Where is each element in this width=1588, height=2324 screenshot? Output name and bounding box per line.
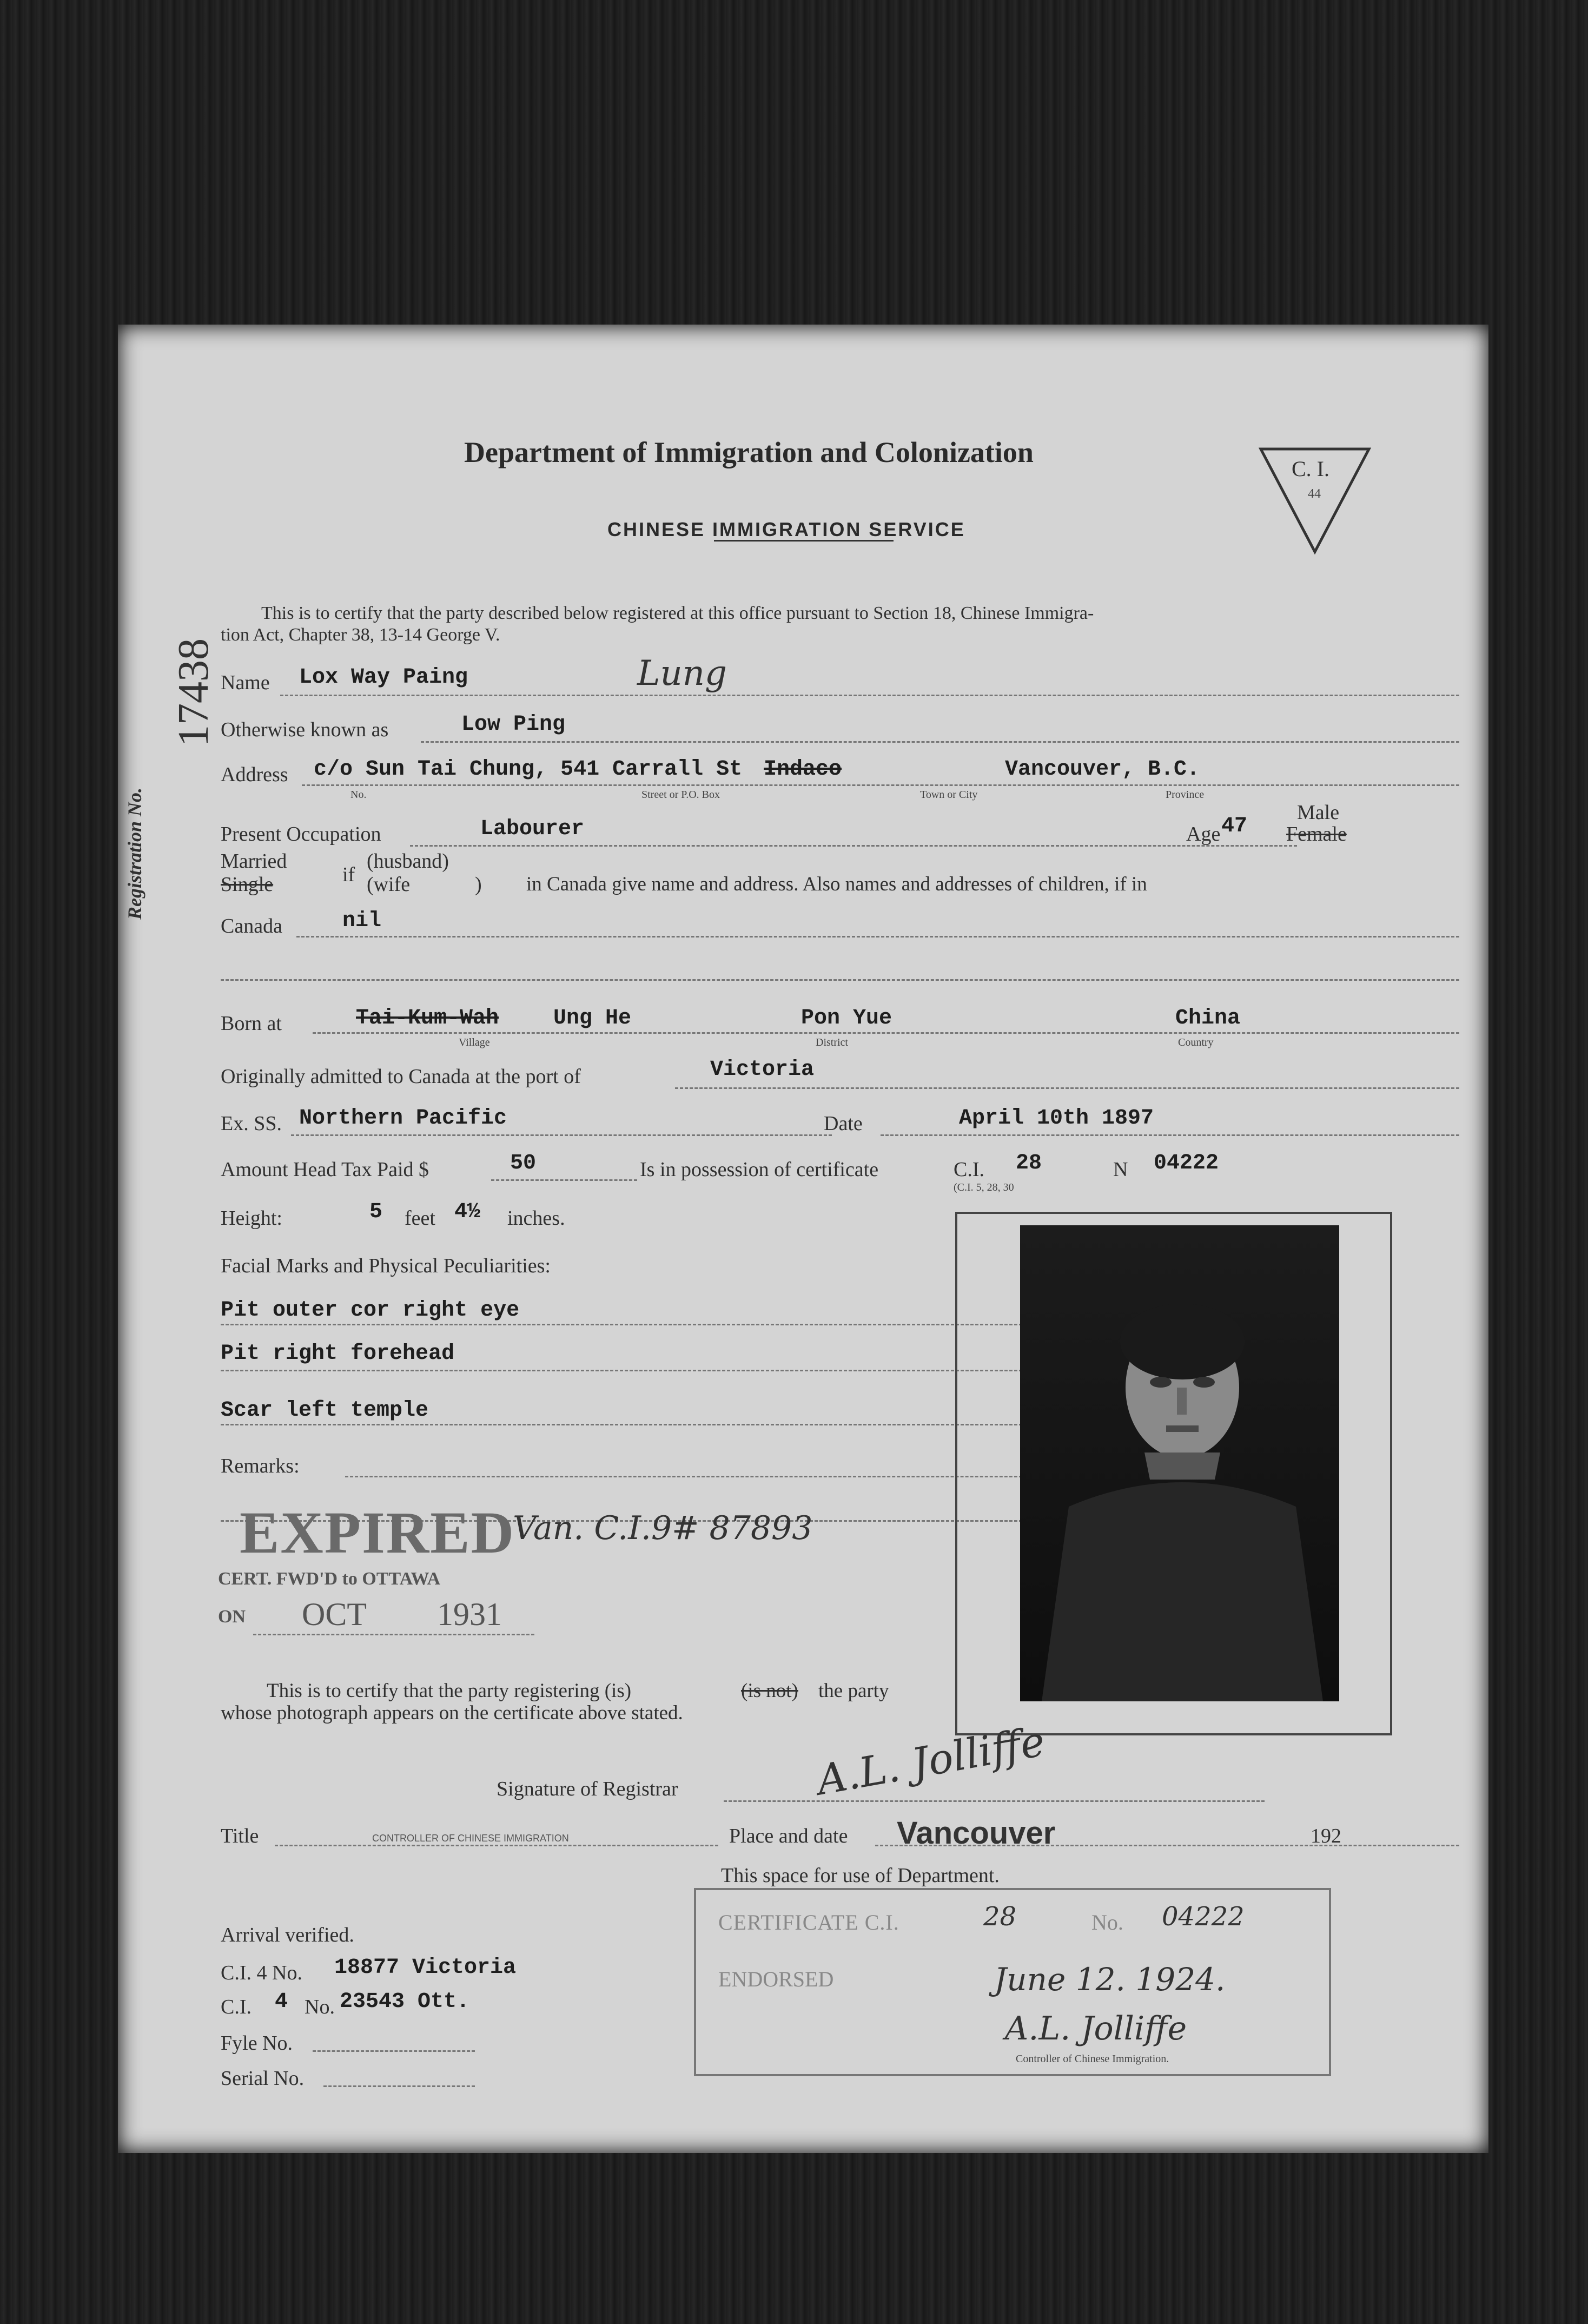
otherwise-line: [421, 741, 1459, 743]
name-line: [280, 695, 1459, 696]
born-country: China: [1175, 1006, 1241, 1031]
ship-value: Northern Pacific: [299, 1106, 507, 1131]
arrival-ci4-value: 18877 Victoria: [334, 1956, 517, 1980]
sex-female-struck: Female: [1286, 823, 1347, 846]
place-line: [875, 1845, 1459, 1846]
facial-line-1: [221, 1324, 1032, 1325]
arrival-ci4-label: C.I. 4 No.: [221, 1962, 302, 1984]
dept-signature-sub: Controller of Chinese Immigration.: [1016, 2053, 1169, 2065]
otherwise-value: Low Ping: [461, 712, 566, 737]
tax-line: [491, 1179, 637, 1181]
service-underline: [714, 540, 894, 542]
address-struck: Indaco: [764, 757, 842, 782]
arrival-ci-label: C.I.: [221, 1996, 252, 2018]
expired-date-line: [253, 1634, 534, 1635]
registration-number: 17438: [170, 638, 217, 747]
born-sub-country: Country: [1178, 1036, 1214, 1048]
ship-date-label: Date: [824, 1112, 863, 1135]
ship-date-line: [881, 1134, 1459, 1136]
place-date-label: Place and date: [729, 1825, 848, 1847]
certify-bottom-line1: This is to certify that the party registering (is): [267, 1680, 632, 1702]
born-line: [313, 1032, 1459, 1034]
facial-line-2: [221, 1370, 1032, 1371]
ship-date: April 10th 1897: [959, 1106, 1154, 1131]
height-feet: 5: [369, 1200, 383, 1224]
dept-endorsed-date: June 12. 1924.: [994, 1961, 1226, 1998]
dept-cert-value: 28: [983, 1902, 1017, 1932]
serial-line: [323, 2085, 475, 2087]
title-label: Title: [221, 1825, 259, 1847]
address-sub-street: Street or P.O. Box: [641, 789, 720, 801]
address-sub-province: Province: [1166, 789, 1205, 801]
certify-bottom-party: the party: [818, 1680, 889, 1702]
single-struck: Single: [221, 873, 274, 896]
blank-line-1: [221, 979, 1459, 981]
tax-label: Amount Head Tax Paid $: [221, 1158, 429, 1181]
dept-cert-label: CERTIFICATE C.I.: [718, 1910, 899, 1935]
born-sub-district: District: [816, 1036, 848, 1048]
cert-ci-label: C.I.: [954, 1158, 984, 1181]
fyle-line: [313, 2050, 475, 2052]
fyle-label: Fyle No.: [221, 2032, 293, 2055]
age-label: Age: [1186, 823, 1221, 846]
arrival-ci-value: 4: [275, 1990, 288, 2014]
married-wife: (wife: [367, 873, 411, 896]
born-sub-village: Village: [459, 1036, 490, 1048]
dept-no-value: 04222: [1162, 1902, 1245, 1932]
facial-mark-3: Scar left temple: [221, 1398, 429, 1423]
canada-value: nil: [342, 909, 382, 933]
facial-line-3: [221, 1424, 1032, 1425]
remarks-line-1: [345, 1476, 1032, 1477]
remarks-label: Remarks:: [221, 1455, 300, 1477]
expired-year: 1931: [437, 1596, 502, 1632]
occupation-label: Present Occupation: [221, 823, 381, 846]
signature-line: [724, 1800, 1265, 1802]
certificate-document: [118, 325, 1488, 2153]
admitted-value: Victoria: [710, 1058, 815, 1082]
cert-no-label: N: [1113, 1158, 1128, 1181]
facial-mark-2: Pit right forehead: [221, 1342, 455, 1366]
dept-signature: A.L. Jolliffe: [1005, 2010, 1187, 2048]
applicant-photograph: [1020, 1225, 1339, 1701]
height-inches-label: inches.: [507, 1207, 565, 1230]
name-label: Name: [221, 671, 270, 694]
certify-bottom-line2: whose photograph appears on the certificate above stated.: [221, 1702, 683, 1724]
occupation-line: [410, 845, 1297, 847]
expired-fwd: CERT. FWD'D to OTTAWA: [218, 1569, 441, 1589]
cert-possession-label: Is in possession of certificate: [640, 1158, 879, 1181]
service-title: CHINESE IMMIGRATION SERVICE: [607, 518, 965, 540]
address-value: c/o Sun Tai Chung, 541 Carrall St: [314, 757, 743, 782]
registration-label: Registration No.: [124, 787, 145, 920]
height-inches: 4½: [454, 1200, 481, 1224]
address-sub-no: No.: [350, 789, 367, 801]
address-line: [302, 784, 1459, 786]
name-value: Lox Way Paing: [299, 665, 468, 690]
form-code-top: C. I.: [1292, 457, 1329, 481]
signature-label: Signature of Registrar: [497, 1778, 678, 1800]
expired-handwritten: Van. C.I.9# 87893: [513, 1509, 813, 1547]
department-title: Department of Immigration and Colonization: [464, 436, 1034, 468]
born-village: Ung He: [553, 1006, 632, 1031]
admitted-label: Originally admitted to Canada at the port of: [221, 1065, 581, 1088]
facial-mark-1: Pit outer cor right eye: [221, 1298, 520, 1323]
otherwise-label: Otherwise known as: [221, 718, 389, 741]
admitted-line: [675, 1087, 1459, 1089]
married-instruction: in Canada give name and address. Also names and addresses of children, if in: [526, 873, 1147, 895]
title-value: CONTROLLER OF CHINESE IMMIGRATION: [372, 1833, 569, 1844]
serial-label: Serial No.: [221, 2067, 305, 2090]
cert-no-value: 04222: [1154, 1151, 1219, 1176]
arrival-no-value: 23543 Ott.: [340, 1990, 470, 2014]
height-label: Height:: [221, 1207, 282, 1230]
address-city: Vancouver, B.C.: [1005, 757, 1200, 782]
dept-no-label: No.: [1091, 1910, 1123, 1935]
canada-line: [296, 936, 1459, 937]
sex-male: Male: [1297, 801, 1340, 824]
born-district: Pon Yue: [801, 1006, 892, 1031]
dept-endorsed-label: ENDORSED: [718, 1967, 834, 1991]
married-husband: (husband): [367, 850, 449, 873]
height-feet-label: feet: [405, 1207, 435, 1230]
certify-text-line2: tion Act, Chapter 38, 13-14 George V.: [221, 625, 500, 645]
married-if: if: [342, 863, 355, 886]
ship-line: [291, 1134, 832, 1136]
arrival-label: Arrival verified.: [221, 1924, 354, 1946]
tax-value: 50: [510, 1151, 537, 1176]
facial-label: Facial Marks and Physical Peculiarities:: [221, 1255, 551, 1277]
certify-text-line1: This is to certify that the party described below registered at this office pursuant to Section 18, Chinese Immigra-: [261, 603, 1094, 623]
expired-stamp: EXPIRED: [240, 1500, 515, 1566]
born-village-struck: Tai-Kum-Wah: [356, 1006, 499, 1031]
expired-month: OCT: [302, 1596, 367, 1632]
registrar-signature: A.L. Jolliffe: [813, 1716, 1049, 1805]
form-code-bottom: 44: [1308, 487, 1321, 501]
married-label: Married: [221, 850, 287, 873]
arrival-no-label: No.: [305, 1996, 335, 2018]
born-label: Born at: [221, 1012, 282, 1035]
name-handwritten: Lung: [637, 653, 727, 694]
address-sub-town: Town or City: [920, 789, 978, 801]
canada-label: Canada: [221, 915, 282, 937]
cert-ci-value: 28: [1016, 1151, 1042, 1176]
occupation-value: Labourer: [480, 817, 585, 841]
address-label: Address: [221, 763, 288, 786]
dept-box-heading: This space for use of Department.: [721, 1864, 1000, 1887]
married-paren: ): [475, 873, 482, 896]
cert-ci-sub: (C.I. 5, 28, 30: [954, 1181, 1014, 1193]
ship-label: Ex. SS.: [221, 1112, 282, 1135]
year-suffix: 192: [1311, 1825, 1341, 1847]
age-value: 47: [1221, 814, 1248, 839]
place-value: Vancouver: [897, 1815, 1056, 1851]
expired-on: ON: [218, 1607, 246, 1627]
title-line: [275, 1845, 718, 1846]
certify-bottom-struck: (is not): [741, 1680, 798, 1702]
